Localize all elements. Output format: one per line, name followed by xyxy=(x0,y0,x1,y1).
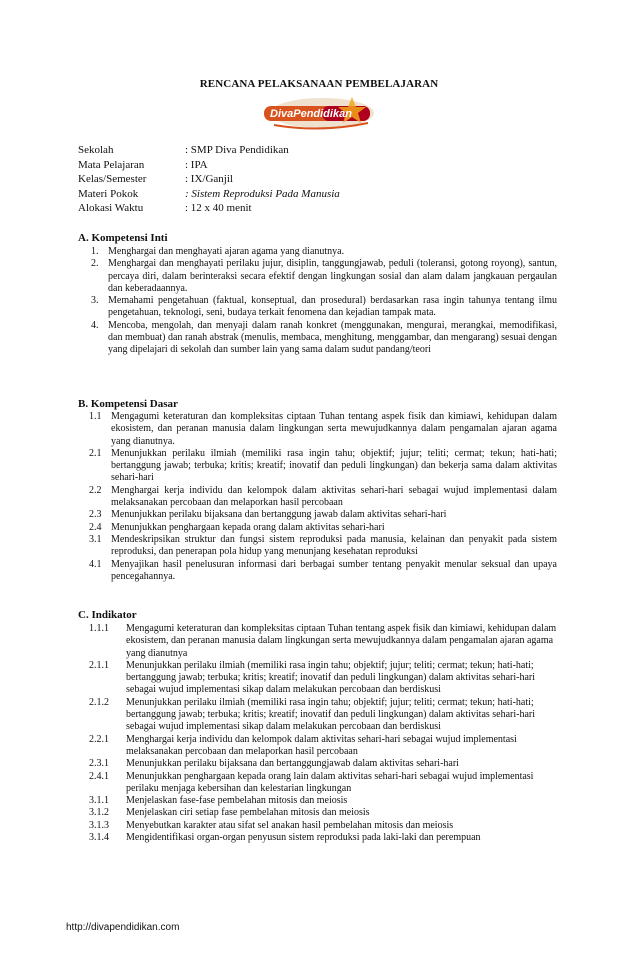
item-text: Menjelaskan ciri setiap fase pembelahan mitosis dan meiosis xyxy=(126,807,370,819)
item-text: Menghargai kerja individu dan kelompok dalam aktivitas sehari-hari sebagai wujud implementasi melaksanakan percobaan dan melaporkan hasil percobaan xyxy=(126,733,517,757)
info-row xyxy=(78,187,340,202)
list-item xyxy=(89,448,557,485)
info-label: Materi Pokok xyxy=(78,187,139,200)
item-number: 2.1.2 xyxy=(89,696,109,708)
item-number: 3.1.1 xyxy=(89,795,109,807)
list-item xyxy=(91,258,557,295)
item-text: Menjelaskan fase-fase pembelahan mitosis dan meiosis xyxy=(126,795,348,807)
item-text: Menunjukkan perilaku bijaksana dan bertanggungjawab dalam aktivitas sehari-hari xyxy=(126,758,459,770)
info-value: : SMP Diva Pendidikan xyxy=(185,144,289,156)
info-label: Kelas/Semester xyxy=(78,173,147,185)
item-text: Menghargai kerja individu dan kelompok dalam aktivitas sehari-hari sebagai wujud implementasi dalam melaksanakan percobaan dan melaporkan hasil percobaan xyxy=(111,484,557,509)
info-row xyxy=(78,201,340,216)
item-number: 3.1.4 xyxy=(89,832,109,844)
item-text: Memahami pengetahuan (faktual, konseptual, dan prosedural) berdasarkan rasa ingin tahunya tentang ilmu pengetahuan, teknologi, seni, budaya terkait fenomena dan kejadian tampak mata. xyxy=(108,295,557,319)
list-item xyxy=(89,771,557,796)
list-item xyxy=(89,534,557,559)
section-c-heading: C. Indikator xyxy=(78,609,137,621)
item-text: Menunjukkan perilaku ilmiah (memiliki rasa ingin tahu; objektif; jujur; teliti; cermat; tekun; hati-hati; bertanggung jawab; terbuka; kritis; kreatif; inovatif dan peduli lingkungan) dalam aktivitas sehari-hari sebagai wujud implementasi sikap dalam melakukan percobaan dan berdiskusi xyxy=(126,696,536,733)
info-row xyxy=(78,143,340,158)
item-text: Menghargai dan menghayati perilaku jujur, disiplin, tanggungjawab, peduli (toleransi, gotong royong), santun, percaya diri, dalam berinteraksi secara efektif dengan lingkungan sosial dan alam dalam jangkauan pergaulan dan keberadaannya. xyxy=(108,258,557,294)
info-row xyxy=(78,172,340,187)
info-value: : IX/Ganjil xyxy=(185,173,233,185)
item-number: 4. xyxy=(91,319,99,331)
item-number: 2.1.1 xyxy=(89,659,109,671)
item-number: 2. xyxy=(91,258,99,270)
item-number: 2.2 xyxy=(89,484,102,496)
list-item xyxy=(89,832,557,844)
item-number: 4.1 xyxy=(89,558,102,570)
info-label: Alokasi Waktu xyxy=(78,202,144,214)
footer-url: http://divapendidikan.com xyxy=(66,922,180,933)
section-b-heading: B. Kompetensi Dasar xyxy=(78,398,178,410)
list-item xyxy=(89,522,557,534)
item-text: Menyebutkan karakter atau sifat sel anakan hasil pembelahan mitosis dan meiosis xyxy=(126,819,454,831)
item-text: Menunjukkan perilaku ilmiah (memiliki rasa ingin tahu; objektif; jujur; teliti; cermat; tekun; hati-hati; bertanggung jawab; terbuka; kritis; kreatif; inovatif dan peduli lingkungan) dalam aktivitas sehari-hari sebagai wujud implementasi sikap dalam melakukan percobaan dan berdiskusi xyxy=(126,659,536,696)
item-number: 3.1 xyxy=(89,533,102,545)
item-number: 2.1 xyxy=(89,447,102,459)
item-text: Menunjukkan perilaku bijaksana dan bertanggung jawab dalam aktivitas sehari-hari xyxy=(111,509,447,521)
list-item xyxy=(89,820,557,832)
item-number: 1. xyxy=(91,246,99,257)
item-number: 2.4 xyxy=(89,521,102,533)
info-label: Sekolah xyxy=(78,144,114,156)
item-number: 3. xyxy=(91,295,99,307)
list-item xyxy=(91,320,557,357)
info-row xyxy=(78,158,340,173)
document-title: RENCANA PELAKSANAAN PEMBELAJARAN xyxy=(199,78,439,90)
item-text: Mendeskripsikan struktur dan fungsi sistem reproduksi pada manusia, kelainan dan penyakit pada sistem reproduksi, dan penerapan pola hidup yang menunjang kesehatan reproduksi xyxy=(111,533,557,558)
logo-graphic xyxy=(260,95,380,131)
list-item xyxy=(89,660,557,697)
list-item xyxy=(89,807,557,819)
item-text: Menghargai dan menghayati ajaran agama yang dianutnya. xyxy=(108,246,345,257)
item-number: 1.1 xyxy=(89,411,102,422)
item-text: Mengagumi keteraturan dan kompleksitas ciptaan Tuhan tentang aspek fisik dan kimiawi, kehidupan dalam ekosistem, dan peranan manusia dalam lingkungan serta mewujudkannya dalam pengamalan ajaran agama yang dianutnya xyxy=(126,623,557,659)
item-text: Menyajikan hasil penelusuran informasi dari berbagai sumber tentang penyakit menular seksual dan upaya pencegahannya. xyxy=(111,558,557,582)
item-number: 1.1.1 xyxy=(89,623,109,634)
kompetensi-dasar-list xyxy=(89,411,557,583)
list-item xyxy=(89,795,557,807)
indikator-list xyxy=(89,623,557,844)
kompetensi-inti-list xyxy=(91,246,557,357)
info-value: : IPA xyxy=(185,158,208,171)
info-label: Mata Pelajaran xyxy=(78,158,145,171)
item-text: Menunjukkan penghargaan kepada orang dalam aktivitas sehari-hari xyxy=(111,521,385,533)
item-number: 2.3.1 xyxy=(89,758,109,770)
item-number: 3.1.2 xyxy=(89,807,109,819)
item-number: 2.4.1 xyxy=(89,770,109,782)
logo-text: DivaPendidikan xyxy=(270,108,352,120)
list-item xyxy=(89,485,557,510)
item-text: Menunjukkan penghargaan kepada orang lain dalam aktivitas sehari-hari sebagai wujud implementasi perilaku menjaga kebersihan dan kelestarian lingkungan xyxy=(126,770,534,794)
info-value: : Sistem Reproduksi Pada Manusia xyxy=(185,187,340,200)
list-item xyxy=(91,295,557,320)
section-a-heading: A. Kompetensi Inti xyxy=(78,232,168,244)
diva-pendidikan-logo xyxy=(260,95,380,131)
item-number: 2.2.1 xyxy=(89,733,109,745)
item-text: Mencoba, mengolah, dan menyaji dalam ranah konkret (menggunakan, mengurai, merangkai, memodifikasi, dan membuat) dan ranah abstrak (menulis, membaca, menghitung, menggambar, dan mengarang) sesuai dengan yang dipelajari di sekolah dan sumber lain yang sama dalam sudut pandang/teori xyxy=(108,319,557,356)
item-number: 2.3 xyxy=(89,509,102,521)
list-item xyxy=(89,411,557,448)
list-item xyxy=(89,509,557,521)
item-text: Mengagumi keteraturan dan kompleksitas ciptaan Tuhan tentang aspek fisik dan kimiawi, kehidupan dalam ekosistem, dan peranan manusia dalam lingkungan serta mewujudkannya dalam pengamalan ajaran agama yang dianutnya. xyxy=(111,411,557,447)
list-item xyxy=(89,623,557,660)
list-item xyxy=(89,758,557,770)
list-item xyxy=(89,559,557,584)
list-item xyxy=(89,697,557,734)
item-text: Menunjukkan perilaku ilmiah (memiliki rasa ingin tahu; objektif; jujur; teliti; cermat; tekun; hati-hati; bertanggung jawab; terbuka; kritis; kreatif; inovatif dan peduli lingkungan) dan bekerja sama dalam aktivitas sehari-hari xyxy=(111,447,557,484)
item-number: 3.1.3 xyxy=(89,819,109,831)
item-text: Mengidentifikasi organ-organ penyusun sistem reproduksi pada laki-laki dan perempuan xyxy=(126,832,481,844)
identity-table xyxy=(78,143,340,216)
info-value: : 12 x 40 menit xyxy=(185,202,252,214)
list-item xyxy=(89,734,557,759)
list-item xyxy=(91,246,557,258)
